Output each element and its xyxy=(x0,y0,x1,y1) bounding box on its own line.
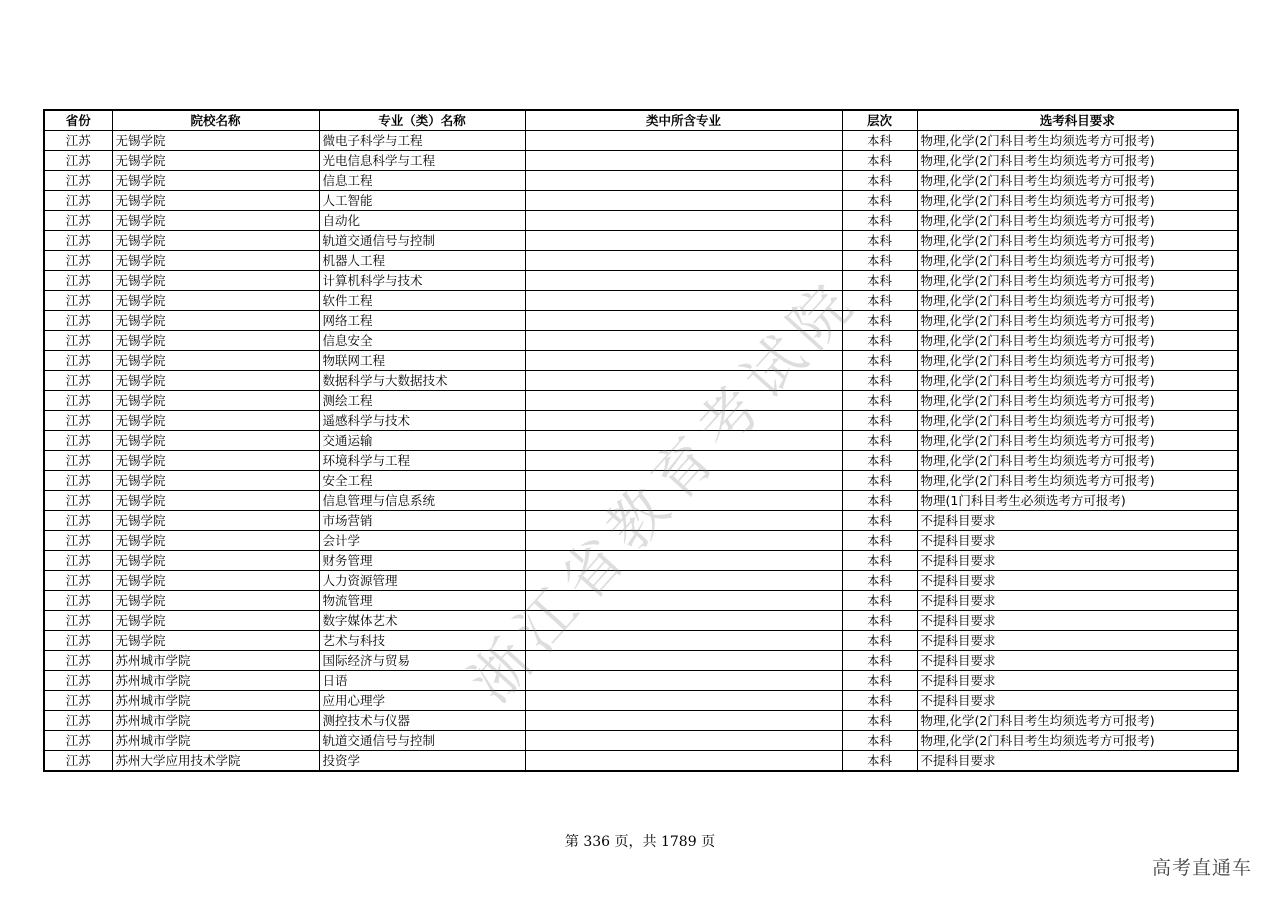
cell-level: 本科 xyxy=(842,191,917,211)
cell-major: 微电子科学与工程 xyxy=(319,131,525,151)
cell-school: 无锡学院 xyxy=(112,311,319,331)
cell-level: 本科 xyxy=(842,431,917,451)
cell-subject-requirement: 物理,化学(2门科目考生均须选考方可报考) xyxy=(917,131,1238,151)
cell-sub-majors xyxy=(525,591,842,611)
cell-major: 网络工程 xyxy=(319,311,525,331)
cell-level: 本科 xyxy=(842,251,917,271)
header-province: 省份 xyxy=(44,110,112,131)
cell-sub-majors xyxy=(525,371,842,391)
cell-sub-majors xyxy=(525,551,842,571)
cell-province: 江苏 xyxy=(44,171,112,191)
header-level: 层次 xyxy=(842,110,917,131)
cell-province: 江苏 xyxy=(44,491,112,511)
cell-subject-requirement: 物理,化学(2门科目考生均须选考方可报考) xyxy=(917,731,1238,751)
cell-major: 交通运输 xyxy=(319,431,525,451)
cell-subject-requirement: 不提科目要求 xyxy=(917,531,1238,551)
cell-level: 本科 xyxy=(842,731,917,751)
cell-major: 应用心理学 xyxy=(319,691,525,711)
cell-province: 江苏 xyxy=(44,331,112,351)
cell-sub-majors xyxy=(525,211,842,231)
table-row xyxy=(44,371,1238,391)
cell-major: 国际经济与贸易 xyxy=(319,651,525,671)
cell-province: 江苏 xyxy=(44,411,112,431)
cell-major: 轨道交通信号与控制 xyxy=(319,231,525,251)
cell-subject-requirement: 不提科目要求 xyxy=(917,751,1238,772)
cell-level: 本科 xyxy=(842,411,917,431)
cell-sub-majors xyxy=(525,231,842,251)
cell-subject-requirement: 物理,化学(2门科目考生均须选考方可报考) xyxy=(917,211,1238,231)
cell-province: 江苏 xyxy=(44,711,112,731)
cell-school: 苏州城市学院 xyxy=(112,711,319,731)
table-row xyxy=(44,351,1238,371)
cell-sub-majors xyxy=(525,671,842,691)
cell-level: 本科 xyxy=(842,231,917,251)
cell-subject-requirement: 不提科目要求 xyxy=(917,511,1238,531)
cell-province: 江苏 xyxy=(44,151,112,171)
cell-sub-majors xyxy=(525,331,842,351)
cell-sub-majors xyxy=(525,651,842,671)
cell-level: 本科 xyxy=(842,691,917,711)
cell-major: 测绘工程 xyxy=(319,391,525,411)
cell-sub-majors xyxy=(525,431,842,451)
page-number: 第 336 页，共 1789 页 xyxy=(564,834,716,850)
cell-province: 江苏 xyxy=(44,391,112,411)
cell-school: 无锡学院 xyxy=(112,431,319,451)
cell-subject-requirement: 物理,化学(2门科目考生均须选考方可报考) xyxy=(917,191,1238,211)
cell-sub-majors xyxy=(525,391,842,411)
cell-major: 财务管理 xyxy=(319,551,525,571)
cell-school: 无锡学院 xyxy=(112,631,319,651)
cell-level: 本科 xyxy=(842,531,917,551)
cell-level: 本科 xyxy=(842,751,917,772)
cell-major: 计算机科学与技术 xyxy=(319,271,525,291)
cell-level: 本科 xyxy=(842,551,917,571)
cell-sub-majors xyxy=(525,491,842,511)
table-row xyxy=(44,251,1238,271)
table-row xyxy=(44,551,1238,571)
table-row xyxy=(44,171,1238,191)
cell-school: 无锡学院 xyxy=(112,211,319,231)
cell-sub-majors xyxy=(525,171,842,191)
cell-school: 无锡学院 xyxy=(112,531,319,551)
cell-province: 江苏 xyxy=(44,271,112,291)
cell-subject-requirement: 物理,化学(2门科目考生均须选考方可报考) xyxy=(917,371,1238,391)
cell-school: 无锡学院 xyxy=(112,571,319,591)
cell-sub-majors xyxy=(525,611,842,631)
cell-school: 无锡学院 xyxy=(112,591,319,611)
cell-sub-majors xyxy=(525,411,842,431)
cell-major: 艺术与科技 xyxy=(319,631,525,651)
cell-level: 本科 xyxy=(842,171,917,191)
cell-subject-requirement: 物理,化学(2门科目考生均须选考方可报考) xyxy=(917,471,1238,491)
table-row xyxy=(44,671,1238,691)
table-row xyxy=(44,631,1238,651)
cell-province: 江苏 xyxy=(44,191,112,211)
cell-major: 软件工程 xyxy=(319,291,525,311)
cell-subject-requirement: 不提科目要求 xyxy=(917,571,1238,591)
table-row xyxy=(44,331,1238,351)
cell-subject-requirement: 物理,化学(2门科目考生均须选考方可报考) xyxy=(917,271,1238,291)
cell-level: 本科 xyxy=(842,451,917,471)
cell-sub-majors xyxy=(525,531,842,551)
cell-level: 本科 xyxy=(842,151,917,171)
cell-province: 江苏 xyxy=(44,571,112,591)
cell-province: 江苏 xyxy=(44,131,112,151)
cell-level: 本科 xyxy=(842,611,917,631)
cell-province: 江苏 xyxy=(44,231,112,251)
table-row xyxy=(44,731,1238,751)
cell-school: 无锡学院 xyxy=(112,151,319,171)
cell-major: 遥感科学与技术 xyxy=(319,411,525,431)
cell-level: 本科 xyxy=(842,131,917,151)
table-row xyxy=(44,131,1238,151)
cell-major: 信息管理与信息系统 xyxy=(319,491,525,511)
cell-sub-majors xyxy=(525,271,842,291)
cell-school: 无锡学院 xyxy=(112,491,319,511)
cell-province: 江苏 xyxy=(44,611,112,631)
cell-sub-majors xyxy=(525,311,842,331)
cell-major: 物流管理 xyxy=(319,591,525,611)
table-row xyxy=(44,471,1238,491)
table-row xyxy=(44,271,1238,291)
cell-level: 本科 xyxy=(842,371,917,391)
cell-major: 轨道交通信号与控制 xyxy=(319,731,525,751)
cell-subject-requirement: 物理,化学(2门科目考生均须选考方可报考) xyxy=(917,171,1238,191)
cell-subject-requirement: 不提科目要求 xyxy=(917,611,1238,631)
cell-sub-majors xyxy=(525,631,842,651)
cell-major: 人力资源管理 xyxy=(319,571,525,591)
cell-level: 本科 xyxy=(842,491,917,511)
cell-subject-requirement: 物理,化学(2门科目考生均须选考方可报考) xyxy=(917,711,1238,731)
table-row xyxy=(44,151,1238,171)
table-row xyxy=(44,411,1238,431)
cell-level: 本科 xyxy=(842,291,917,311)
cell-school: 无锡学院 xyxy=(112,231,319,251)
cell-sub-majors xyxy=(525,711,842,731)
cell-subject-requirement: 物理,化学(2门科目考生均须选考方可报考) xyxy=(917,391,1238,411)
cell-level: 本科 xyxy=(842,391,917,411)
cell-major: 信息工程 xyxy=(319,171,525,191)
cell-subject-requirement: 不提科目要求 xyxy=(917,671,1238,691)
cell-level: 本科 xyxy=(842,471,917,491)
cell-sub-majors xyxy=(525,351,842,371)
cell-province: 江苏 xyxy=(44,371,112,391)
table-header-row xyxy=(44,110,1238,131)
cell-school: 苏州城市学院 xyxy=(112,671,319,691)
cell-school: 苏州城市学院 xyxy=(112,731,319,751)
cell-sub-majors xyxy=(525,571,842,591)
cell-sub-majors xyxy=(525,251,842,271)
cell-subject-requirement: 物理,化学(2门科目考生均须选考方可报考) xyxy=(917,451,1238,471)
cell-level: 本科 xyxy=(842,511,917,531)
cell-level: 本科 xyxy=(842,631,917,651)
cell-province: 江苏 xyxy=(44,291,112,311)
table-row xyxy=(44,611,1238,631)
cell-level: 本科 xyxy=(842,351,917,371)
cell-subject-requirement: 不提科目要求 xyxy=(917,591,1238,611)
cell-province: 江苏 xyxy=(44,651,112,671)
header-subject-requirement: 选考科目要求 xyxy=(917,110,1238,131)
cell-school: 无锡学院 xyxy=(112,391,319,411)
table-row xyxy=(44,431,1238,451)
cell-subject-requirement: 物理,化学(2门科目考生均须选考方可报考) xyxy=(917,311,1238,331)
cell-school: 无锡学院 xyxy=(112,131,319,151)
cell-subject-requirement: 不提科目要求 xyxy=(917,651,1238,671)
admission-table xyxy=(43,109,1239,772)
cell-province: 江苏 xyxy=(44,531,112,551)
cell-school: 苏州城市学院 xyxy=(112,691,319,711)
cell-school: 无锡学院 xyxy=(112,271,319,291)
cell-province: 江苏 xyxy=(44,251,112,271)
cell-major: 环境科学与工程 xyxy=(319,451,525,471)
cell-major: 光电信息科学与工程 xyxy=(319,151,525,171)
table-row xyxy=(44,451,1238,471)
header-school: 院校名称 xyxy=(112,110,319,131)
cell-sub-majors xyxy=(525,691,842,711)
cell-major: 安全工程 xyxy=(319,471,525,491)
cell-subject-requirement: 物理(1门科目考生必须选考方可报考) xyxy=(917,491,1238,511)
table-row xyxy=(44,511,1238,531)
cell-school: 无锡学院 xyxy=(112,471,319,491)
cell-major: 测控技术与仪器 xyxy=(319,711,525,731)
cell-school: 无锡学院 xyxy=(112,331,319,351)
cell-school: 无锡学院 xyxy=(112,351,319,371)
cell-major: 自动化 xyxy=(319,211,525,231)
cell-level: 本科 xyxy=(842,711,917,731)
cell-major: 数字媒体艺术 xyxy=(319,611,525,631)
cell-school: 无锡学院 xyxy=(112,371,319,391)
cell-sub-majors xyxy=(525,191,842,211)
cell-province: 江苏 xyxy=(44,631,112,651)
table-row xyxy=(44,191,1238,211)
cell-school: 无锡学院 xyxy=(112,451,319,471)
cell-level: 本科 xyxy=(842,651,917,671)
table-body xyxy=(44,131,1238,772)
cell-level: 本科 xyxy=(842,311,917,331)
cell-province: 江苏 xyxy=(44,211,112,231)
cell-sub-majors xyxy=(525,751,842,772)
cell-subject-requirement: 物理,化学(2门科目考生均须选考方可报考) xyxy=(917,331,1238,351)
cell-subject-requirement: 物理,化学(2门科目考生均须选考方可报考) xyxy=(917,151,1238,171)
cell-province: 江苏 xyxy=(44,431,112,451)
cell-sub-majors xyxy=(525,451,842,471)
cell-major: 市场营销 xyxy=(319,511,525,531)
cell-subject-requirement: 不提科目要求 xyxy=(917,631,1238,651)
table-row xyxy=(44,531,1238,551)
cell-province: 江苏 xyxy=(44,551,112,571)
brand-logo-text: 高考直通车 xyxy=(1151,857,1252,879)
table-row xyxy=(44,691,1238,711)
cell-sub-majors xyxy=(525,731,842,751)
cell-major: 日语 xyxy=(319,671,525,691)
cell-province: 江苏 xyxy=(44,311,112,331)
cell-school: 无锡学院 xyxy=(112,511,319,531)
cell-province: 江苏 xyxy=(44,691,112,711)
cell-subject-requirement: 物理,化学(2门科目考生均须选考方可报考) xyxy=(917,351,1238,371)
header-major: 专业（类）名称 xyxy=(319,110,525,131)
cell-province: 江苏 xyxy=(44,751,112,772)
cell-level: 本科 xyxy=(842,591,917,611)
cell-subject-requirement: 物理,化学(2门科目考生均须选考方可报考) xyxy=(917,251,1238,271)
cell-school: 无锡学院 xyxy=(112,291,319,311)
cell-sub-majors xyxy=(525,471,842,491)
cell-subject-requirement: 物理,化学(2门科目考生均须选考方可报考) xyxy=(917,431,1238,451)
cell-level: 本科 xyxy=(842,671,917,691)
cell-sub-majors xyxy=(525,131,842,151)
cell-province: 江苏 xyxy=(44,351,112,371)
cell-sub-majors xyxy=(525,291,842,311)
cell-province: 江苏 xyxy=(44,591,112,611)
cell-major: 人工智能 xyxy=(319,191,525,211)
cell-school: 无锡学院 xyxy=(112,191,319,211)
table-row xyxy=(44,391,1238,411)
cell-subject-requirement: 不提科目要求 xyxy=(917,691,1238,711)
cell-province: 江苏 xyxy=(44,471,112,491)
cell-school: 苏州城市学院 xyxy=(112,651,319,671)
table-row xyxy=(44,571,1238,591)
cell-level: 本科 xyxy=(842,571,917,591)
table-row xyxy=(44,651,1238,671)
cell-subject-requirement: 物理,化学(2门科目考生均须选考方可报考) xyxy=(917,411,1238,431)
watermark: 浙江省教育考试院 xyxy=(456,265,871,716)
cell-major: 机器人工程 xyxy=(319,251,525,271)
cell-school: 无锡学院 xyxy=(112,551,319,571)
table-row xyxy=(44,231,1238,251)
table-row xyxy=(44,291,1238,311)
cell-sub-majors xyxy=(525,151,842,171)
cell-school: 无锡学院 xyxy=(112,611,319,631)
header-sub-majors: 类中所含专业 xyxy=(525,110,842,131)
cell-major: 投资学 xyxy=(319,751,525,772)
table-row xyxy=(44,311,1238,331)
cell-subject-requirement: 不提科目要求 xyxy=(917,551,1238,571)
table-row xyxy=(44,751,1238,772)
cell-level: 本科 xyxy=(842,331,917,351)
cell-major: 信息安全 xyxy=(319,331,525,351)
cell-major: 数据科学与大数据技术 xyxy=(319,371,525,391)
cell-subject-requirement: 物理,化学(2门科目考生均须选考方可报考) xyxy=(917,291,1238,311)
cell-school: 无锡学院 xyxy=(112,251,319,271)
cell-major: 会计学 xyxy=(319,531,525,551)
cell-sub-majors xyxy=(525,511,842,531)
cell-level: 本科 xyxy=(842,211,917,231)
cell-province: 江苏 xyxy=(44,731,112,751)
cell-province: 江苏 xyxy=(44,671,112,691)
cell-province: 江苏 xyxy=(44,451,112,471)
cell-school: 苏州大学应用技术学院 xyxy=(112,751,319,772)
cell-school: 无锡学院 xyxy=(112,171,319,191)
table-row xyxy=(44,711,1238,731)
cell-province: 江苏 xyxy=(44,511,112,531)
cell-subject-requirement: 物理,化学(2门科目考生均须选考方可报考) xyxy=(917,231,1238,251)
cell-major: 物联网工程 xyxy=(319,351,525,371)
table-row xyxy=(44,591,1238,611)
table-row xyxy=(44,211,1238,231)
cell-school: 无锡学院 xyxy=(112,411,319,431)
cell-level: 本科 xyxy=(842,271,917,291)
table-row xyxy=(44,491,1238,511)
